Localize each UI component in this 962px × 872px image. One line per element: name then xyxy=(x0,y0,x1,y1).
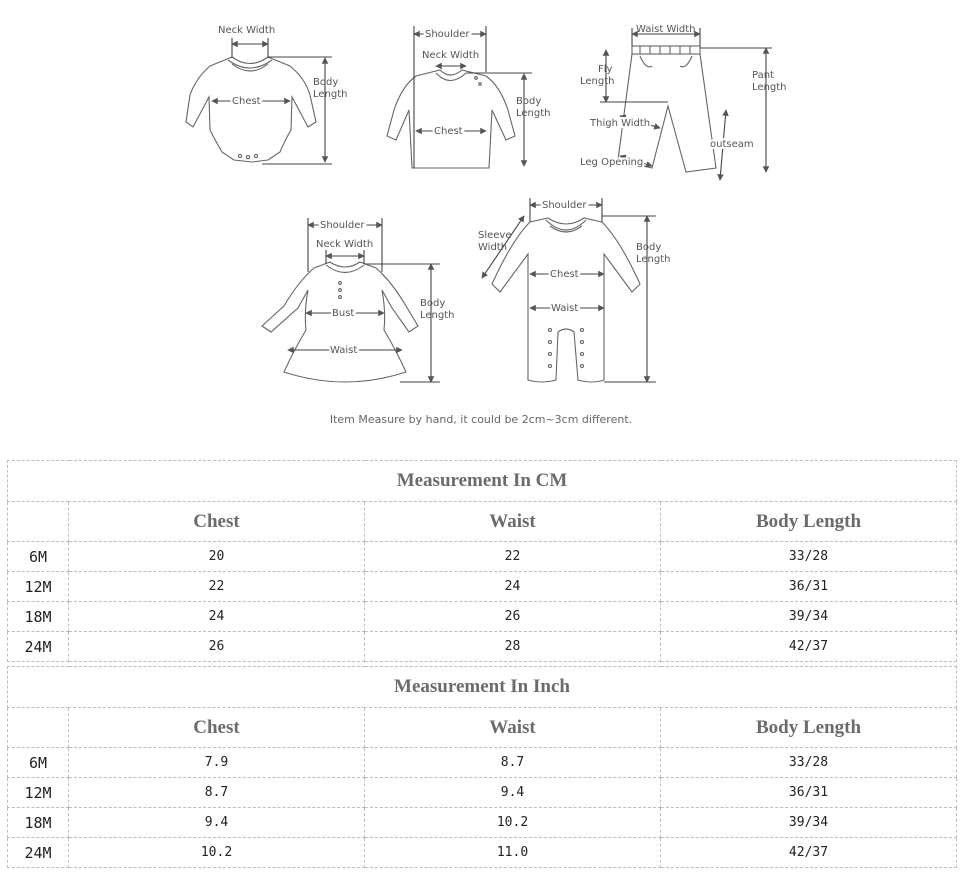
header-chest: Chest xyxy=(69,708,365,748)
dress-waist-label: Waist xyxy=(330,345,358,356)
size-table-inch xyxy=(7,666,957,868)
size-label: 6M xyxy=(8,748,69,778)
table-row xyxy=(8,602,957,632)
waist-value: 26 xyxy=(365,602,661,632)
size-label: 6M xyxy=(8,542,69,572)
body-length-value: 36/31 xyxy=(661,778,957,808)
waist-value: 28 xyxy=(365,632,661,662)
romper-body-length-label-2: Length xyxy=(636,254,671,265)
bodysuit-body-length-label-1: Body xyxy=(313,77,339,88)
bodysuit-body-length-label-2: Length xyxy=(313,89,348,100)
dress-shoulder-label: Shoulder xyxy=(320,220,365,231)
header-size-cell xyxy=(8,708,69,748)
header-waist: Waist xyxy=(365,502,661,542)
pants-pant-length-label-1: Pant xyxy=(752,70,774,81)
size-label: 18M xyxy=(8,602,69,632)
shirt-drawing xyxy=(387,26,532,168)
table-title: Measurement In Inch xyxy=(8,667,957,708)
chest-value: 26 xyxy=(69,632,365,662)
romper-waist-label: Waist xyxy=(551,303,579,314)
romper-body-length-label-1: Body xyxy=(636,242,662,253)
table-row xyxy=(8,542,957,572)
romper-sleeve-width-label-2: Width xyxy=(478,242,508,253)
chest-value: 24 xyxy=(69,602,365,632)
pants-thigh-width-label: Thigh Width xyxy=(590,118,651,129)
size-label: 24M xyxy=(8,838,69,868)
shirt-body-length-label-1: Body xyxy=(516,96,542,107)
table-title: Measurement In CM xyxy=(8,461,957,502)
chest-value: 20 xyxy=(69,542,365,572)
romper-chest-label: Chest xyxy=(550,269,579,280)
body-length-value: 36/31 xyxy=(661,572,957,602)
waist-value: 22 xyxy=(365,542,661,572)
size-label: 24M xyxy=(8,632,69,662)
waist-value: 9.4 xyxy=(365,778,661,808)
waist-value: 10.2 xyxy=(365,808,661,838)
chest-value: 9.4 xyxy=(69,808,365,838)
header-size-cell xyxy=(8,502,69,542)
size-label: 12M xyxy=(8,778,69,808)
header-waist: Waist xyxy=(365,708,661,748)
romper-sleeve-width-label-1: Sleeve xyxy=(478,230,512,241)
pants-fly-length-label-1: Fly xyxy=(598,64,613,75)
table-row xyxy=(8,808,957,838)
shirt-body-length-label-2: Length xyxy=(516,108,551,119)
body-length-value: 33/28 xyxy=(661,748,957,778)
chest-value: 8.7 xyxy=(69,778,365,808)
shirt-neck-width-label: Neck Width xyxy=(422,50,480,61)
size-table-cm xyxy=(7,460,957,662)
body-length-value: 42/37 xyxy=(661,838,957,868)
table-row xyxy=(8,748,957,778)
dress-bust-label: Bust xyxy=(332,308,355,319)
shirt-chest-label: Chest xyxy=(434,126,463,137)
chest-value: 7.9 xyxy=(69,748,365,778)
header-chest: Chest xyxy=(69,502,365,542)
body-length-value: 42/37 xyxy=(661,632,957,662)
waist-value: 8.7 xyxy=(365,748,661,778)
body-length-value: 39/34 xyxy=(661,602,957,632)
shirt-shoulder-label: Shoulder xyxy=(425,29,470,40)
size-label: 18M xyxy=(8,808,69,838)
bodysuit-neck-width-label: Neck Width xyxy=(218,25,276,36)
chest-value: 22 xyxy=(69,572,365,602)
header-body-length: Body Length xyxy=(661,708,957,748)
pants-pant-length-label-2: Length xyxy=(752,82,787,93)
header-body-length: Body Length xyxy=(661,502,957,542)
waist-value: 24 xyxy=(365,572,661,602)
romper-shoulder-label: Shoulder xyxy=(542,200,587,211)
waist-value: 11.0 xyxy=(365,838,661,868)
table-row xyxy=(8,778,957,808)
dress-body-length-label-1: Body xyxy=(420,298,446,309)
pants-fly-length-label-2: Length xyxy=(580,76,615,87)
table-row xyxy=(8,632,957,662)
pants-leg-opening-label: Leg Opening xyxy=(580,157,644,168)
pants-outseam-label: outseam xyxy=(710,139,754,150)
chest-value: 10.2 xyxy=(69,838,365,868)
measure-note: Item Measure by hand, it could be 2cm~3cm different. xyxy=(329,413,633,426)
table-row xyxy=(8,572,957,602)
romper-drawing xyxy=(482,198,656,382)
size-label: 12M xyxy=(8,572,69,602)
body-length-value: 33/28 xyxy=(661,542,957,572)
table-row xyxy=(8,838,957,868)
dress-body-length-label-2: Length xyxy=(420,310,455,321)
dress-neck-width-label: Neck Width xyxy=(316,239,374,250)
bodysuit-chest-label: Chest xyxy=(232,96,261,107)
body-length-value: 39/34 xyxy=(661,808,957,838)
pants-waist-width-label: Waist Width xyxy=(636,24,696,35)
